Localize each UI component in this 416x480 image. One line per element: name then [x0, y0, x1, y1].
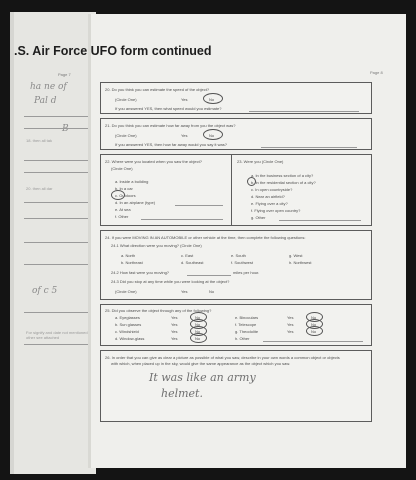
question-20-box [100, 82, 372, 114]
q22-option-b[interactable]: b. In a car [115, 186, 133, 191]
left-handwriting-2: Pal d [34, 96, 57, 106]
q23-option-a[interactable]: a. In the business section of a city? [251, 173, 314, 178]
q24-text: 24. If you were MOVING IN AN AUTOMOBILE or other vehicle at the time, then complete the following questions: [105, 235, 306, 240]
q24-dir-southwest[interactable]: f. Southwest [231, 260, 254, 265]
q22-text: 22. Where were you located when you saw the object? [105, 159, 202, 164]
q26-answer-line-2: helmet. [161, 387, 203, 400]
q23-option-d[interactable]: d. Near an airfield? [251, 194, 285, 199]
q25-d-yes[interactable]: Yes [171, 336, 178, 341]
q24-no[interactable]: No [209, 289, 215, 294]
q23-option-b[interactable]: b. In the residential section of a city? [251, 180, 316, 185]
left-handwriting-1: ha ne of [30, 82, 67, 92]
q25-b-yes[interactable]: Yes [171, 322, 178, 327]
q22-option-e[interactable]: e. At sea [115, 207, 131, 212]
q22-option-d[interactable]: d. In an airplane (type) [115, 200, 156, 205]
q25-a-no[interactable]: No [195, 315, 201, 320]
q25-window-glass[interactable]: d. Window-glass [115, 336, 145, 341]
q25-c-yes[interactable]: Yes [171, 329, 178, 334]
q25-other[interactable]: h. Other [235, 336, 250, 341]
q25-g-yes[interactable]: Yes [287, 329, 294, 334]
q25-b-no[interactable]: No [195, 322, 201, 327]
left-question-18: 18. then all tak [26, 138, 53, 143]
q22-circle-label: (Circle One) [111, 166, 133, 171]
q26-text-2: with which, when placed up in the sky, would give the same appearance as the object which you saw. [111, 361, 291, 366]
column-divider [231, 155, 232, 225]
left-rule [24, 128, 94, 129]
q25-f-no[interactable]: No [311, 322, 317, 327]
page-fold [88, 14, 91, 468]
q23-option-e[interactable]: e. Flying over a city? [251, 201, 288, 206]
q25-other-line[interactable] [263, 341, 363, 342]
q25-text: 25. Did you observe the object through any of the following? [105, 308, 212, 313]
q25-f-yes[interactable]: Yes [287, 322, 294, 327]
left-rule [24, 264, 94, 265]
q20-yes[interactable]: Yes [181, 97, 188, 102]
left-rule [24, 160, 94, 161]
left-handwriting-4: of c 5 [32, 286, 58, 296]
header-title: UFO form continued [90, 44, 212, 58]
q24-dir-north[interactable]: a. North [121, 253, 136, 258]
page-number-left: Page 7 [58, 72, 71, 77]
q23-option-f[interactable]: f. Flying over open country? [251, 208, 301, 213]
page-shadow [10, 12, 14, 474]
q24-speed-line[interactable] [187, 275, 231, 276]
q25-telescope[interactable]: f. Telescope [235, 322, 257, 327]
q24-2-text: 24.2 How fast were you moving? [111, 270, 170, 275]
q24-dir-east[interactable]: c. East [181, 253, 194, 258]
q23-option-c[interactable]: c. In open countryside? [251, 187, 293, 192]
q24-3-text: 24.3 Did you stop at any time while you were looking at the object? [111, 279, 230, 284]
question-24-box [100, 230, 372, 300]
q25-theodolite[interactable]: g. Theodolite [235, 329, 259, 334]
question-25-box [100, 304, 372, 346]
q22-option-c[interactable]: c. Outdoors [115, 193, 136, 198]
q22-option-a[interactable]: a. Inside a building [115, 179, 149, 184]
q21-followup: If you answered YES, then how far away would you say it was? [115, 142, 227, 147]
q20-no[interactable]: No [209, 97, 215, 102]
q24-circle-label: (Circle One) [115, 289, 137, 294]
question-26-box [100, 350, 372, 422]
q24-mph: miles per hour. [233, 270, 260, 275]
q25-binoculars[interactable]: e. Binoculars [235, 315, 259, 320]
left-rule [24, 202, 94, 203]
q23-option-b-circle [247, 177, 256, 186]
q24-dir-northeast[interactable]: b. Northeast [121, 260, 143, 265]
q21-no[interactable]: No [209, 133, 215, 138]
question-22-23-box [100, 154, 372, 226]
q25-eyeglasses[interactable]: a. Eyeglasses [115, 315, 140, 320]
page-number-right: Page 8 [370, 70, 383, 75]
left-bottom-note: For signify and date not mentioned other see attached [26, 330, 88, 340]
q22-option-c-circle [111, 190, 125, 200]
q24-dir-southeast[interactable]: d. Southeast [181, 260, 204, 265]
q25-d-no-circle [190, 333, 207, 343]
q20-followup: If you answered YES, then what speed would you estimate? [115, 106, 222, 111]
q22-type-line[interactable] [175, 205, 223, 206]
q26-answer-line-1: It was like an army [149, 371, 256, 384]
q23-text: 23. Were you (Circle One) [237, 159, 284, 164]
underlying-page [10, 12, 96, 474]
q25-c-no[interactable]: No [195, 329, 201, 334]
q21-text: 21. Do you think you can estimate how far away from you the object was? [105, 123, 236, 128]
q20-text: 20. Do you think you can estimate the speed of the object? [105, 87, 210, 92]
q25-e-yes[interactable]: Yes [287, 315, 294, 320]
q20-answer-line[interactable] [249, 111, 359, 112]
q25-e-no[interactable]: No [311, 315, 317, 320]
q21-no-circle [203, 129, 223, 140]
q26-text: 26. In order that you can give as clear a picture as possible of what you saw, describe in your own words a common object or objects [105, 355, 340, 360]
q24-yes[interactable]: Yes [181, 289, 188, 294]
q25-a-yes[interactable]: Yes [171, 315, 178, 320]
q25-g-no[interactable]: No [311, 329, 317, 334]
q25-sunglasses[interactable]: b. Sun glasses [115, 322, 142, 327]
left-rule [24, 218, 94, 219]
q24-dir-south[interactable]: e. South [231, 253, 246, 258]
q25-g-no-circle [306, 326, 323, 336]
q24-dir-west[interactable]: g. West [289, 253, 303, 258]
q23-option-g[interactable]: g. Other [251, 215, 266, 220]
left-rule [24, 242, 94, 243]
left-rule [24, 312, 94, 313]
q20-circle-label: (Circle One) [115, 97, 137, 102]
q23-other-line[interactable] [279, 220, 361, 221]
form-header [14, 44, 211, 58]
q20-no-circle [203, 93, 223, 104]
q24-1-text: 24.1 What direction were you moving? (Circle One) [111, 243, 202, 248]
left-rule [24, 116, 94, 117]
left-rule [24, 344, 94, 345]
left-question-20: 20. then all dar [26, 186, 53, 191]
q24-dir-northwest[interactable]: h. Northwest [289, 260, 312, 265]
question-21-box [100, 118, 372, 150]
q22-option-f[interactable]: f. Other [115, 214, 129, 219]
q21-yes[interactable]: Yes [181, 133, 188, 138]
q21-circle-label: (Circle One) [115, 133, 137, 138]
q25-windshield[interactable]: c. Windshield [115, 329, 139, 334]
left-rule [24, 172, 94, 173]
q22-other-line[interactable] [141, 219, 223, 220]
left-handwriting-3: B [62, 124, 69, 134]
header-prefix: .S. Air Force [14, 44, 88, 58]
q21-answer-line[interactable] [261, 147, 357, 148]
q25-d-no[interactable]: No [195, 336, 201, 341]
